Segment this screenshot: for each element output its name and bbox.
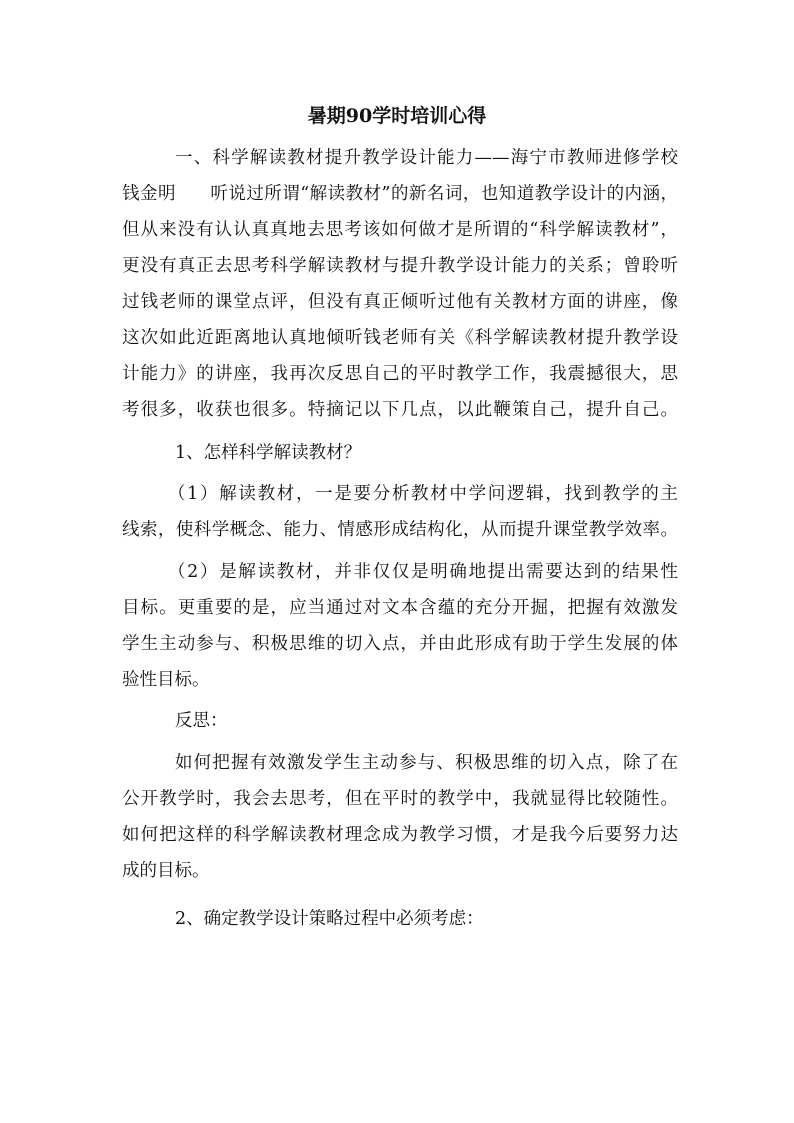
paragraph-line: 计能力》的讲座，我再次反思自己的平时教学工作，我震撼很大，思 <box>122 364 678 384</box>
subsection-heading: 1、怎样科学解读教材？ <box>175 443 362 463</box>
paragraph-line: （2）是解读教材，并非仅仅是明确地提出需要达到的结果性 <box>168 562 678 582</box>
paragraph-line: （1）解读教材，一是要分析教材中学问逻辑，找到教学的主 <box>168 484 678 504</box>
paragraph-line: 验性目标。 <box>122 670 210 690</box>
paragraph-line: 但从来没有认认真真地去思考该如何做才是所谓的“科学解读教材”， <box>122 220 678 240</box>
paragraph-line: 过钱老师的课堂点评，但没有真正倾听过他有关教材方面的讲座，像 <box>122 292 678 312</box>
paragraph-line: 目标。更重要的是，应当通过对文本含蕴的充分开掘，把握有效激发 <box>122 598 678 618</box>
paragraph-line: 如何把这样的科学解读教材理念成为教学习惯，才是我今后要努力达 <box>122 825 678 845</box>
paragraph-line: 线索，使科学概念、能力、情感形成结构化，从而提升课堂教学效率。 <box>122 520 678 540</box>
document-title: 暑期90学时培训心得 <box>307 105 487 127</box>
paragraph-line: 成的目标。 <box>122 861 210 881</box>
paragraph-line: 公开教学时，我会去思考，但在平时的教学中，我就显得比较随性。 <box>122 789 678 809</box>
paragraph-text: 听说过所谓“解读教材”的新名词，也知道教学设计的内涵， <box>209 184 678 204</box>
paragraph-line: 考很多，收获也很多。特摘记以下几点，以此鞭策自己，提升自己。 <box>122 400 678 420</box>
subsection-heading: 2、确定教学设计策略过程中必须考虑： <box>175 909 484 929</box>
document-body <box>122 140 678 937</box>
author-name: 钱金明 <box>122 184 176 204</box>
paragraph-line: 这次如此近距离地认真地倾听钱老师有关《科学解读教材提升教学设 <box>122 328 678 348</box>
section-heading: 一、科学解读教材提升教学设计能力——海宁市教师进修学校 <box>175 148 678 168</box>
reflection-label: 反思： <box>175 711 228 731</box>
paragraph-line <box>122 176 678 212</box>
paragraph-line: 学生主动参与、积极思维的切入点，并由此形成有助于学生发展的体 <box>122 634 678 654</box>
paragraph-line: 更没有真正去思考科学解读教材与提升教学设计能力的关系；曾聆听 <box>122 256 678 276</box>
paragraph-line: 如何把握有效激发学生主动参与、积极思维的切入点，除了在 <box>175 753 678 773</box>
